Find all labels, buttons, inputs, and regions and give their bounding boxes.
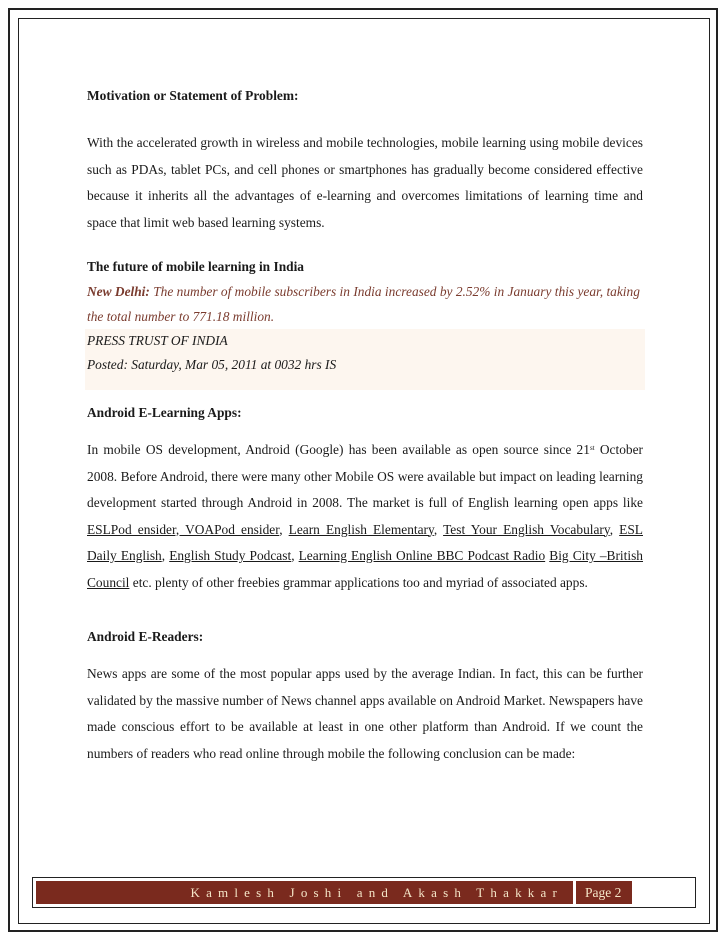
- link-big-city-british-council[interactable]: Big City –British Council: [87, 548, 643, 590]
- link-test-vocabulary[interactable]: Test Your English Vocabulary: [443, 521, 610, 537]
- news-lead: [87, 280, 643, 329]
- apps-sep-2: ,: [433, 521, 444, 537]
- link-bbc-podcast[interactable]: Learning English Online BBC Podcast Radio: [298, 548, 546, 563]
- news-posted: Posted: Saturday, Mar 05, 2011 at 0032 hrs IS: [87, 356, 337, 372]
- page-number: Page 2: [585, 885, 622, 900]
- footer-authors: Kamlesh Joshi and Akash Thakkar: [190, 885, 563, 900]
- news-source: PRESS TRUST OF INDIA: [87, 333, 228, 348]
- news-box-spacer: [87, 376, 643, 390]
- ereaders-paragraph: News apps are some of the most popular apps used by the average Indian. In fact, this can be further validated by the massive number of News channel apps available on Android Market. Newspapers have made conscious effort to be available at least in one other platform than Android. If we count the numbers of readers who read online through mobile the following conclusion can be made:: [87, 666, 643, 761]
- elearning-apps-heading: Android E-Learning Apps:: [87, 405, 242, 420]
- news-dateline: New Delhi:: [87, 284, 150, 299]
- motivation-paragraph: With the accelerated growth in wireless and mobile technologies, mobile learning using mobile devices such as PDAs, tablet PCs, and cell phones or smartphones has gradually become considered effective because it inherits all the advantages of e-learning and overcomes limitations of learning time and space that limit web based learning systems.: [87, 135, 643, 230]
- apps-text-3: etc. plenty of other freebies grammar applications too and myriad of associated apps.: [129, 574, 588, 590]
- elearning-apps-paragraph: [87, 437, 643, 596]
- apps-sep-5: ,: [291, 548, 299, 563]
- news-source-box: [85, 329, 645, 390]
- link-esl-daily-english[interactable]: ESL Daily English: [87, 521, 643, 563]
- apps-text-2: October 2008. Before Android, there were many other Mobile OS were available but impact on leading learning development started through Android in 2008. The market is full of English learning open apps like: [87, 442, 643, 510]
- apps-sep-3: ,: [609, 521, 620, 537]
- motivation-heading: Motivation or Statement of Problem:: [87, 88, 299, 103]
- link-eslpod[interactable]: ESLPod ensider, VOAPod ensider: [87, 521, 280, 537]
- link-english-study-podcast[interactable]: English Study Podcast: [169, 548, 292, 563]
- ereaders-heading: Android E-Readers:: [87, 629, 204, 644]
- future-heading: The future of mobile learning in India: [87, 259, 305, 274]
- apps-text-1: In mobile OS development, Android (Google) has been available as open source since 21: [87, 442, 590, 457]
- apps-sep-4: ,: [161, 548, 170, 563]
- apps-sep-1: ,: [279, 521, 289, 537]
- news-lead-text: The number of mobile subscribers in India increased by 2.52% in January this year, taking the total number to 771.18 million.: [87, 284, 640, 324]
- apps-superscript: st: [589, 444, 595, 452]
- news-excerpt: [87, 280, 643, 390]
- link-learn-english-elementary[interactable]: Learn English Elementary: [288, 521, 434, 537]
